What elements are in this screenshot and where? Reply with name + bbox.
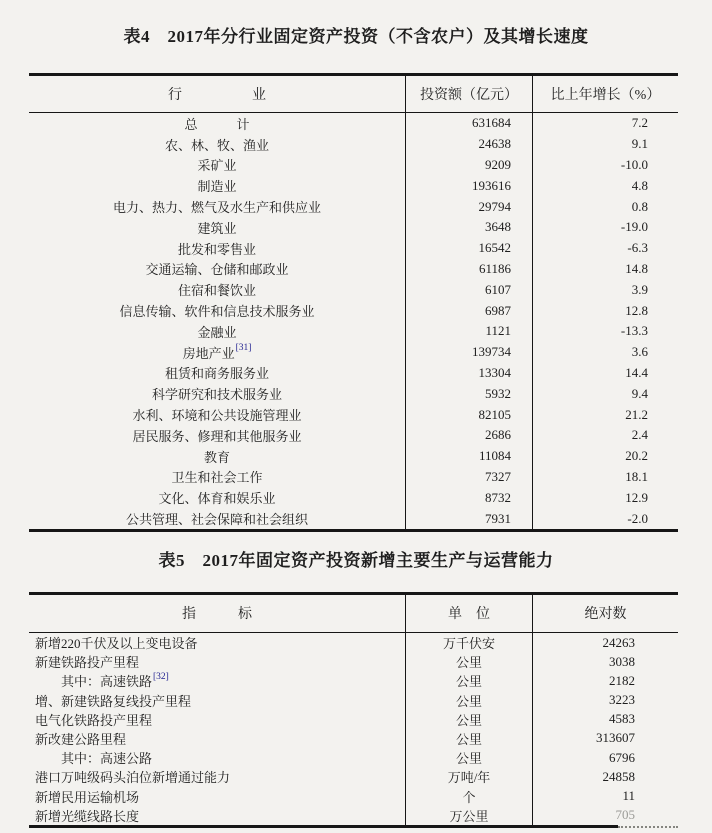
industry-cell-label: 电力、热力、燃气及水生产和供应业 [112, 200, 321, 216]
growth-cell: 7.2 [532, 113, 678, 134]
investment-cell: 82105 [405, 404, 532, 425]
table-row [29, 691, 678, 710]
investment-cell: 16542 [405, 238, 532, 259]
growth-cell: 0.8 [532, 196, 678, 217]
industry-cell [29, 508, 405, 529]
industry-cell [29, 321, 405, 342]
indicator-cell-label: 新改建公路里程 [35, 731, 127, 747]
absolute-value-cell: 11 [532, 786, 678, 805]
table-row [29, 633, 678, 652]
table5-header-indicator: 指 标 [182, 607, 252, 623]
indicator-cell-label: 新增光缆线路长度 [35, 808, 140, 824]
table4-header-industry: 行 业 [168, 88, 266, 103]
industry-cell-label: 水利、环境和公共设施管理业 [132, 408, 302, 424]
industry-cell-label: 总 计 [184, 116, 250, 132]
table4-header-row [29, 76, 678, 113]
industry-cell-label: 农、林、牧、渔业 [164, 137, 269, 153]
industry-cell-label: 制造业 [197, 179, 237, 195]
indicator-cell [29, 767, 405, 786]
table4-header-growth: 比上年增长（%） [532, 76, 678, 112]
unit-cell: 万吨/年 [405, 767, 532, 786]
industry-cell [29, 425, 405, 446]
table-row [29, 259, 678, 280]
growth-cell: 12.9 [532, 487, 678, 508]
table-row [29, 671, 678, 690]
indicator-cell-label: 港口万吨级码头泊位新增通过能力 [35, 770, 231, 786]
investment-cell: 193616 [405, 175, 532, 196]
table-row [29, 383, 678, 404]
growth-cell: 2.4 [532, 425, 678, 446]
indicator-cell-label: 新增220千伏及以上变电设备 [35, 636, 198, 652]
industry-cell [29, 196, 405, 217]
industry-cell [29, 467, 405, 488]
industry-cell-label: 交通运输、仓储和邮政业 [145, 262, 289, 278]
investment-cell: 24638 [405, 134, 532, 155]
industry-cell-label: 居民服务、修理和其他服务业 [132, 428, 302, 444]
table-row [29, 404, 678, 425]
indicator-cell-label: 其中：高速公路 [61, 751, 153, 767]
industry-cell [29, 363, 405, 384]
investment-cell: 2686 [405, 425, 532, 446]
industry-cell-label: 信息传输、软件和信息技术服务业 [119, 304, 315, 320]
indicator-cell [29, 748, 405, 767]
industry-cell-label: 批发和零售业 [177, 241, 256, 257]
industry-cell [29, 175, 405, 196]
growth-cell: -2.0 [532, 508, 678, 529]
table-row [29, 363, 678, 384]
investment-cell: 61186 [405, 259, 532, 280]
table-row [29, 748, 678, 767]
indicator-cell [29, 806, 405, 825]
industry-cell-label: 采矿业 [197, 158, 237, 174]
unit-cell: 个 [405, 786, 532, 805]
industry-cell [29, 487, 405, 508]
table-row [29, 321, 678, 342]
absolute-value-cell: 24263 [532, 633, 678, 652]
growth-cell: -19.0 [532, 217, 678, 238]
unit-cell: 公里 [405, 671, 532, 690]
growth-cell: 14.4 [532, 363, 678, 384]
table-row [29, 729, 678, 748]
indicator-cell [29, 710, 405, 729]
indicator-cell-label: 新建铁路投产里程 [35, 655, 140, 671]
growth-cell: 9.4 [532, 383, 678, 404]
growth-cell: 21.2 [532, 404, 678, 425]
growth-cell: 14.8 [532, 259, 678, 280]
indicator-cell-label: 其中：高速铁路 [61, 674, 153, 690]
industry-cell [29, 238, 405, 259]
table-row [29, 806, 678, 825]
investment-cell: 1121 [405, 321, 532, 342]
table4-header-investment: 投资额（亿元） [405, 76, 532, 112]
absolute-value-cell: 3038 [532, 652, 678, 671]
absolute-value-cell: 4583 [532, 710, 678, 729]
investment-cell: 29794 [405, 196, 532, 217]
industry-cell-label: 文化、体育和娱乐业 [158, 491, 276, 507]
growth-cell: 3.9 [532, 279, 678, 300]
table-row [29, 467, 678, 488]
growth-cell: 20.2 [532, 446, 678, 467]
unit-cell: 公里 [405, 652, 532, 671]
growth-cell: -6.3 [532, 238, 678, 259]
table-row [29, 487, 678, 508]
industry-cell [29, 113, 405, 134]
table-row [29, 342, 678, 363]
table5-header-unit: 单 位 [405, 595, 532, 632]
table-row [29, 508, 678, 529]
growth-cell: 12.8 [532, 300, 678, 321]
table-row [29, 446, 678, 467]
table4-title: 表4 2017年分行业固定资产投资（不含农户）及其增长速度 [123, 27, 589, 46]
industry-cell-label: 住宿和餐饮业 [177, 283, 256, 299]
table-row [29, 196, 678, 217]
table-row [29, 710, 678, 729]
industry-cell [29, 279, 405, 300]
table-row [29, 652, 678, 671]
growth-cell: 18.1 [532, 467, 678, 488]
unit-cell: 公里 [405, 691, 532, 710]
investment-cell: 7931 [405, 508, 532, 529]
table5-bottom-edge-artifact [618, 825, 678, 828]
growth-cell: 4.8 [532, 175, 678, 196]
indicator-cell-label: 新增民用运输机场 [35, 789, 140, 805]
industry-cell-label: 房地产业 [182, 345, 235, 361]
industry-cell [29, 217, 405, 238]
table-row [29, 155, 678, 176]
unit-cell: 万公里 [405, 806, 532, 825]
unit-cell: 公里 [405, 748, 532, 767]
investment-cell: 5932 [405, 383, 532, 404]
industry-cell-label: 租赁和商务服务业 [164, 366, 269, 382]
table4-body [29, 113, 678, 529]
absolute-value-cell: 3223 [532, 691, 678, 710]
indicator-cell [29, 633, 405, 652]
investment-cell: 139734 [405, 342, 532, 363]
table5-body [29, 633, 678, 825]
table5-title: 表5 2017年固定资产投资新增主要生产与运营能力 [158, 550, 554, 570]
unit-cell: 万千伏安 [405, 633, 532, 652]
table-row [29, 238, 678, 259]
investment-cell: 631684 [405, 113, 532, 134]
investment-cell: 3648 [405, 217, 532, 238]
industry-cell [29, 300, 405, 321]
table-row [29, 217, 678, 238]
investment-cell: 9209 [405, 155, 532, 176]
growth-cell: 3.6 [532, 342, 678, 363]
footnote-ref[interactable]: [31] [235, 343, 252, 354]
absolute-value-cell: 24858 [532, 767, 678, 786]
industry-cell [29, 342, 405, 363]
indicator-cell-label: 增、新建铁路复线投产里程 [35, 693, 192, 709]
growth-cell: -13.3 [532, 321, 678, 342]
table5-header-row [29, 595, 678, 633]
table-row [29, 134, 678, 155]
table-row [29, 113, 678, 134]
absolute-value-cell: 6796 [532, 748, 678, 767]
investment-cell: 13304 [405, 363, 532, 384]
investment-cell: 6107 [405, 279, 532, 300]
indicator-cell [29, 652, 405, 671]
industry-cell [29, 259, 405, 280]
absolute-value-cell: 705 [532, 806, 678, 825]
table-row [29, 279, 678, 300]
indicator-cell-label: 电气化铁路投产里程 [35, 712, 153, 728]
table5 [29, 592, 678, 828]
indicator-cell [29, 786, 405, 805]
growth-cell: 9.1 [532, 134, 678, 155]
table-row [29, 786, 678, 805]
table5-header-absolute: 绝对数 [532, 595, 678, 632]
industry-cell-label: 科学研究和技术服务业 [151, 387, 282, 403]
absolute-value-cell: 313607 [532, 729, 678, 748]
industry-cell-label: 卫生和社会工作 [171, 470, 263, 486]
growth-cell: -10.0 [532, 155, 678, 176]
absolute-value-cell: 2182 [532, 671, 678, 690]
industry-cell-label: 建筑业 [197, 220, 237, 236]
indicator-cell [29, 671, 405, 690]
industry-cell [29, 446, 405, 467]
industry-cell-label: 金融业 [197, 324, 237, 340]
table-row [29, 175, 678, 196]
indicator-cell [29, 729, 405, 748]
investment-cell: 11084 [405, 446, 532, 467]
unit-cell: 公里 [405, 710, 532, 729]
industry-cell-label: 公共管理、社会保障和社会组织 [125, 512, 308, 528]
footnote-ref[interactable]: [32] [153, 671, 169, 682]
industry-cell [29, 404, 405, 425]
investment-cell: 8732 [405, 487, 532, 508]
industry-cell [29, 134, 405, 155]
table-row [29, 425, 678, 446]
indicator-cell [29, 691, 405, 710]
unit-cell: 公里 [405, 729, 532, 748]
table4 [29, 73, 678, 532]
industry-cell [29, 155, 405, 176]
investment-cell: 7327 [405, 467, 532, 488]
industry-cell [29, 383, 405, 404]
investment-cell: 6987 [405, 300, 532, 321]
industry-cell-label: 教育 [203, 449, 230, 465]
table-row [29, 767, 678, 786]
table-row [29, 300, 678, 321]
